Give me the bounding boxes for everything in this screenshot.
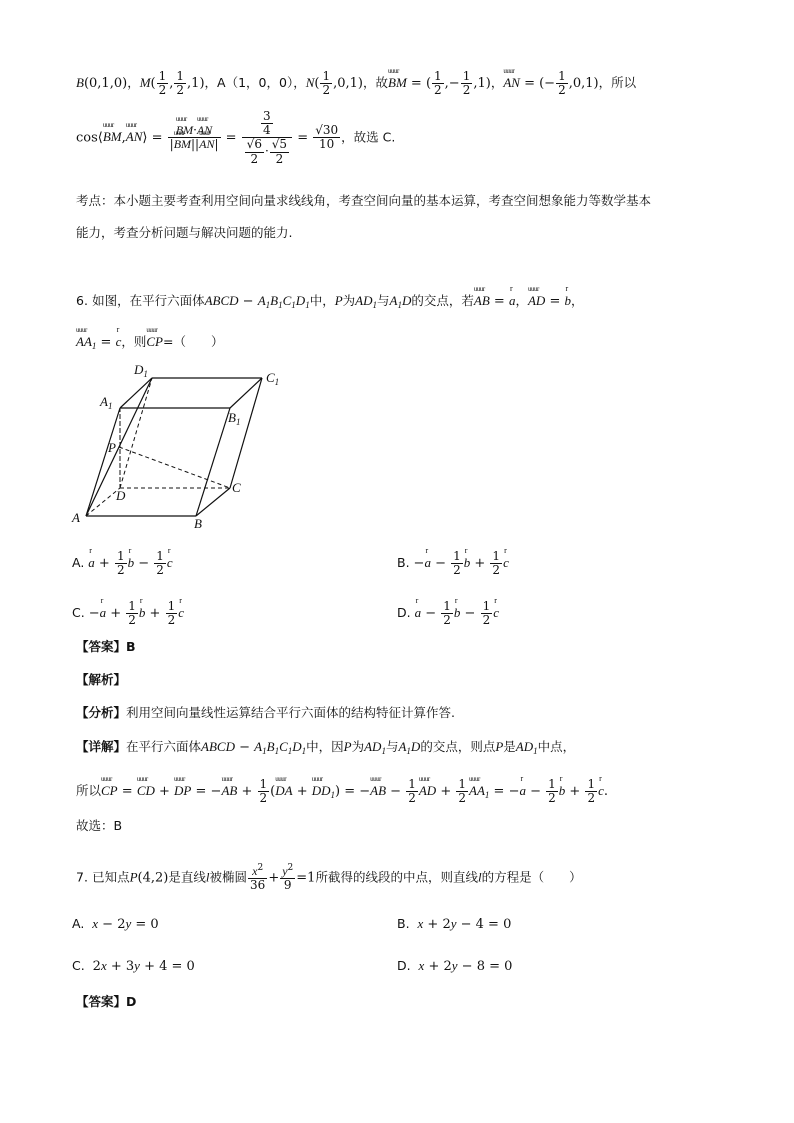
q6-number: 6. [76,293,88,308]
label-D1: $D_1$ [134,362,148,379]
q7-number: 7. [76,869,88,885]
q6-option-b[interactable]: B. −r a − $\frac{1}{2}$ r b + $\frac{1}{2}$ r c [397,550,509,577]
parallelepiped-figure [70,362,330,532]
label-P: P [108,440,116,455]
q6-stem-line2: uuur $AA_1 = r$ c，则uuur CP=（ ） [76,335,223,351]
q6-analysis-line: 【分析】利用空间向量线性运算结合平行六面体的结构特征计算作答. [76,705,455,720]
q6-answer: 【答案】B [76,639,136,654]
q7-option-a[interactable]: A. x − 2y = 0 [72,916,159,932]
label-A1: $A_1$ [100,394,113,411]
q7-option-d[interactable]: D. x + 2y − 8 = 0 [397,958,513,974]
q7-option-c[interactable]: C. 2x + 3y + 4 = 0 [72,958,195,974]
prev-solution-line1: B(0,1,0)，M( $\frac{1}{2}$ , $\frac{1}{2}$ ,1)，A（1，0，0），N( $\frac{1}{2}$ ,0,1)，故uuur BM = ( $\frac{1}{2}$ ,− $\frac{1}{2}$ ,1)，uuur AN = (− $\frac{1}{2}$ ,0,1)，所以 [76,70,636,97]
label-A: A [72,510,80,525]
q6-detail-line2: 所以uuur CP = uuur CD + uuur DP = −uuur AB + $\frac{1}{2}$ (uuur DA + uuur $DD_1$) = −uuur AB − $\frac{1}{2}$ uuur AD + $\frac{1}{2}$ uuur $AA_1 = -r$ a − $\frac{1}{2}$ r b + $\frac{1}{2}$ r c. [76,778,608,805]
q6-stem-line1: 6. 如图，在平行六面体ABCD − $A_1B_1C_1D_1$中，P为$AD_1$与$A_1D$的交点，若uuur AB = r a，uuur AD = r b， [76,294,584,310]
q7-option-b[interactable]: B. x + 2y − 4 = 0 [397,916,512,932]
label-D: D [116,488,126,503]
label-C1: $C_1$ [266,370,280,387]
q6-option-a[interactable]: A. r a + $\frac{1}{2}$ r b − $\frac{1}{2}$ r c [72,550,173,577]
note-line-1: 考点：本小题主要考查利用空间向量求线线角，考查空间向量的基本运算，考查空间想象能力等数学基本 [76,193,652,208]
note-line-2: 能力，考查分析问题与解决问题的能力. [76,225,293,240]
q6-option-d[interactable]: D. r a − $\frac{1}{2}$ r b − $\frac{1}{2}$ r c [397,600,499,627]
label-C: C [232,480,241,495]
prev-solution-cos-line: cos⟨uuur BM,uuur AN⟩ = uuur $\frac{\text{BM·uuur AN}}{\text{|uuur BM||uuur AN|}}$ = $\frac{3}{4}$ $\frac{√6}{2}$ · $\frac{√5}{2}$ = $\frac{√30}{10}$ ，故选 C. [76,110,395,166]
q6-detail-line1: 【详解】在平行六面体ABCD − $A_1B_1C_1D_1$中，因P为$AD_1$与$A_1D$的交点，则点P是$AD_1$中点， [76,739,576,756]
q7-answer: 【答案】D [76,994,137,1009]
label-B: B [194,516,202,531]
q6-conclusion: 故选：B [76,818,123,833]
q7-stem: 7. 已知点P(4,2)是直线l被椭圆 $\frac{x^2}{36}$ + $\frac{y^2}{9}$ =1所截得的线段的中点，则直线l的方程是（ ） [76,863,582,893]
q6-option-c[interactable]: C. −r a + $\frac{1}{2}$ r b + $\frac{1}{2}$ r c [72,600,184,627]
q6-analysis-title: 【解析】 [76,672,127,687]
label-B1: $B_1$ [228,410,241,427]
